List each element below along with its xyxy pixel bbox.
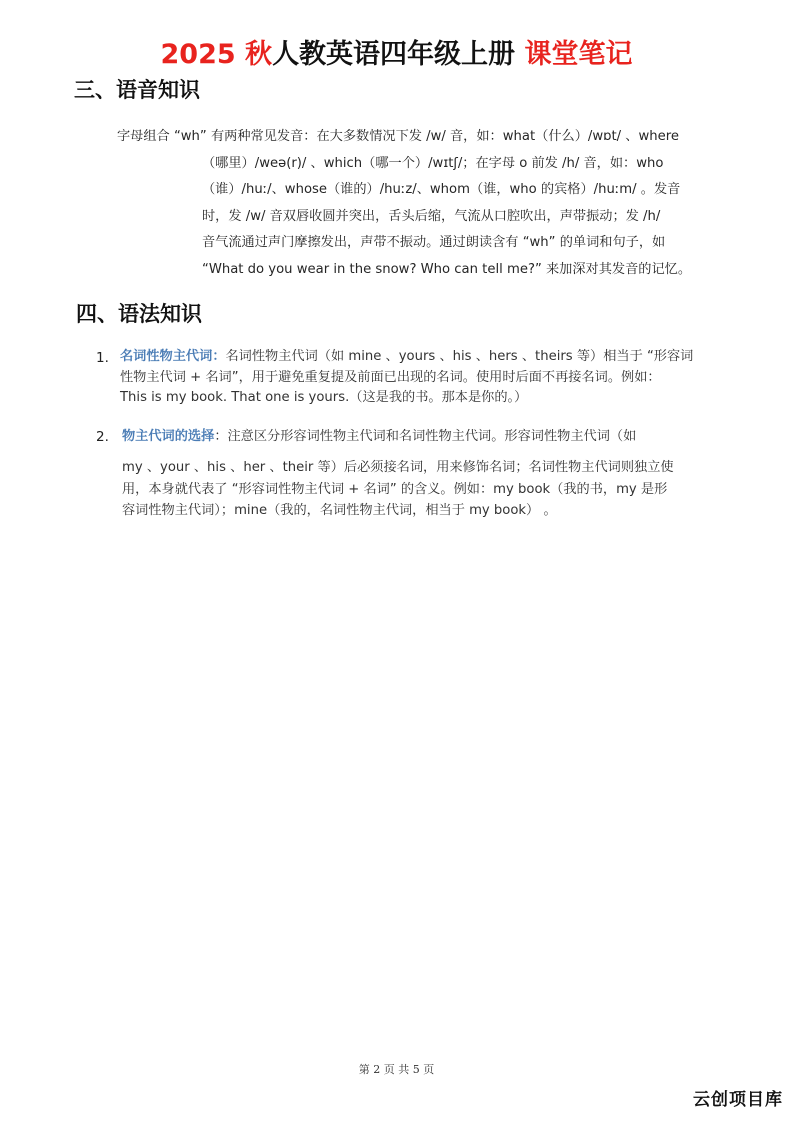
section-heading-grammar: 四、语法知识 [76,302,202,326]
watermark-text: 云创项目库 [693,1090,783,1110]
grammar-item-1-line-1: 名词性物主代词：名词性物主代词（如 mine 、yours 、his 、hers 、theirs 等）相当于 “形容词 [120,349,694,364]
title-year: 2025 秋 [160,39,273,70]
grammar-item-2 [122,427,674,522]
term-pronoun-choice: 物主代词的选择 [122,429,215,444]
grammar-item-2-line-2: my 、your 、his 、her 、their 等）后必须接名词，用来修饰名词；名词性物主代词则独立使 [122,460,674,475]
phonics-line-6: “What do you wear in the snow? Who can tell me?” 来加深对其发音的记忆。 [202,261,692,277]
section-heading-phonics: 三、语音知识 [74,78,200,102]
page-indicator: 第 2 页 共 5 页 [358,1063,435,1076]
list-number-1: 1. [96,350,109,366]
phonics-line-4: 时，发 /w/ 音双唇收圆并突出，舌头后缩，气流从口腔吹出，声带振动；发 /h/ [202,208,661,224]
grammar-item-1-line-2: 性物主代词 + 名词”，用于避免重复提及前面已出现的名词。使用时后面不再接名词。例如： [120,369,661,385]
grammar-item-2-line-3: 用，本身就代表了 “形容词性物主代词 + 名词” 的含义。例如：my book（我的书，my 是形 [122,481,668,497]
title-subject: 人教英语四年级上册 [272,39,516,70]
grammar-item-2-line-4: 容词性物主代词）；mine（我的，名词性物主代词，相当于 my book） 。 [122,503,557,518]
grammar-item-1 [120,347,693,409]
grammar-item-1-line-3: This is my book. That one is yours.（这是我的书。那本是你的。） [120,390,528,405]
phonics-line-5: 音气流通过声门摩擦发出，声带不振动。通过朗读含有 “wh” 的单词和句子，如 [202,235,666,251]
phonics-line-1: 字母组合 “wh” 有两种常见发音：在大多数情况下发 /w/ 音，如：what（什么）/wɒt/ 、where [117,129,679,144]
phonics-line-2: （哪里）/weə(r)/ 、which（哪一个）/wɪtʃ/；在字母 o 前发 /h/ 音，如：who [202,155,664,171]
list-number-2: 2. [96,429,109,445]
grammar-item-2-line-1: 物主代词的选择：注意区分形容词性物主代词和名词性物主代词。形容词性物主代词（如 [122,429,637,444]
page-title [0,38,793,72]
phonics-line-3: （谁）/huː/、whose（谁的）/huːz/、whom（谁，who 的宾格）/huːm/ 。发音 [202,182,681,198]
title-notes: 课堂笔记 [524,39,633,70]
phonics-paragraph [0,124,691,284]
term-possessive-pronoun: 名词性物主代词 [120,349,213,364]
